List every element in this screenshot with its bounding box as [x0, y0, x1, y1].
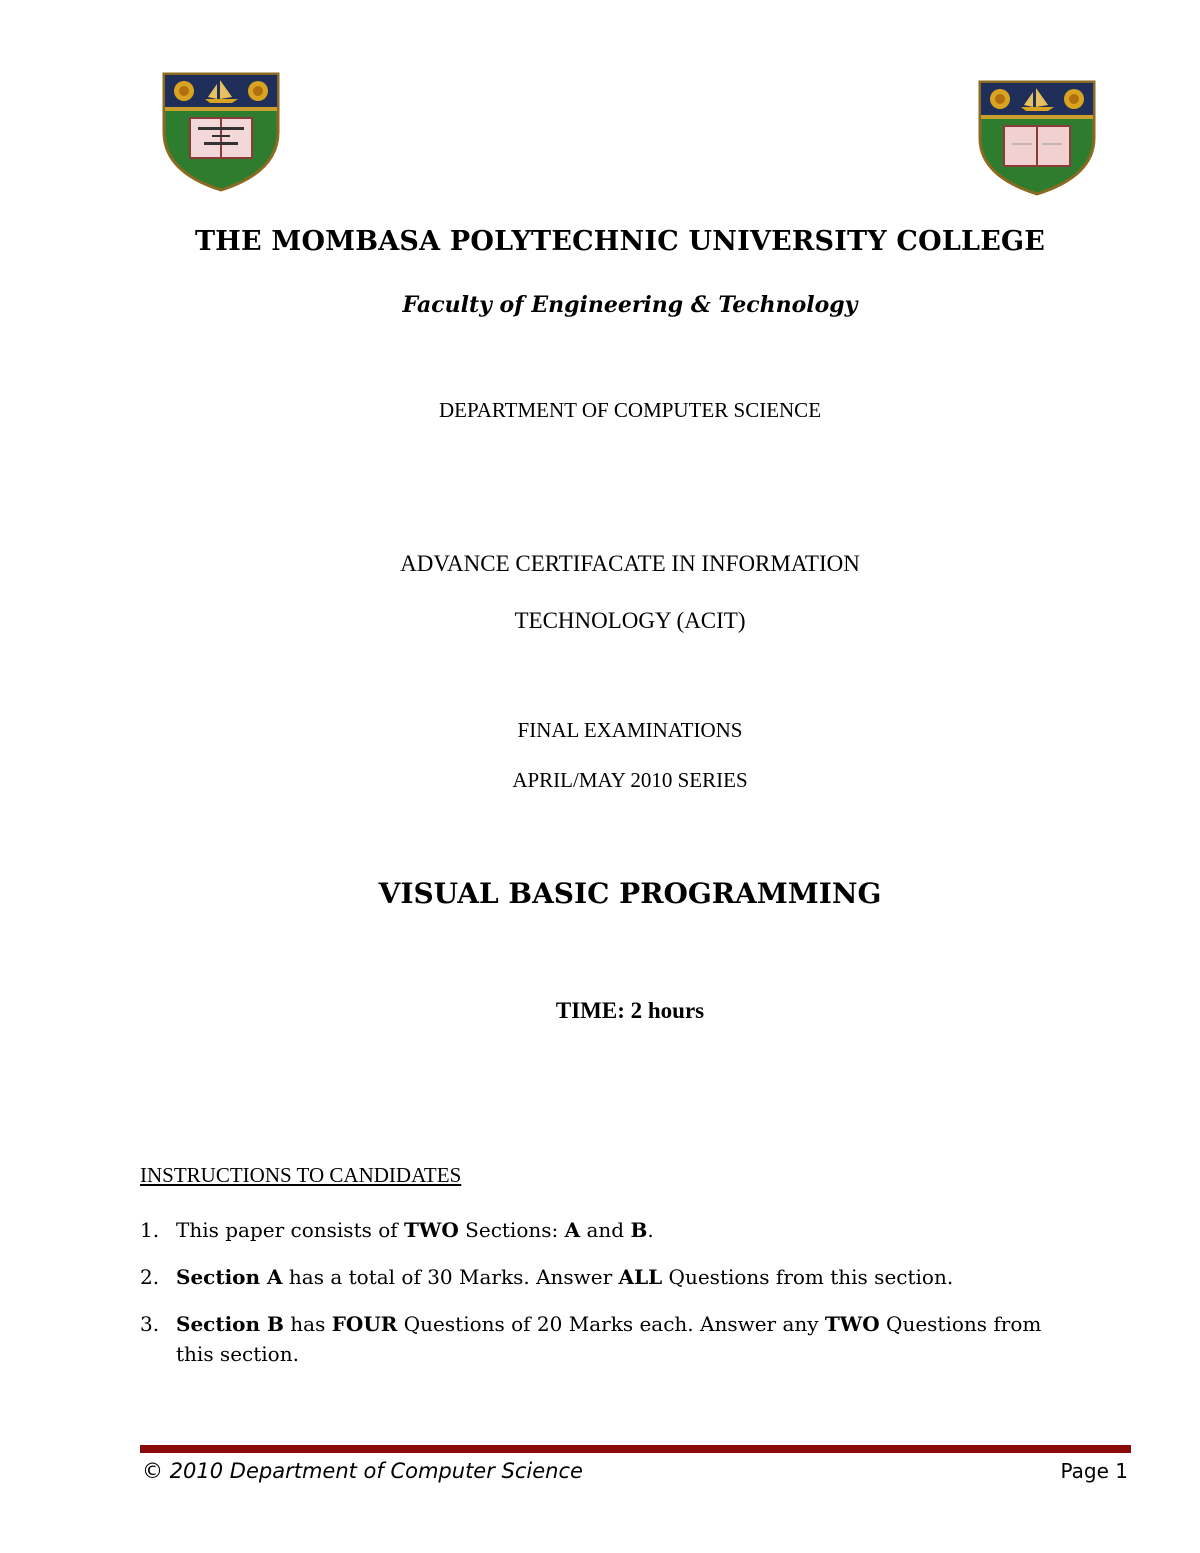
instruction-emphasis: A	[564, 1218, 581, 1242]
instruction-number: 3.	[140, 1312, 160, 1336]
instructions-list	[140, 1215, 1060, 1386]
exam-series: APRIL/MAY 2010 SERIES	[512, 768, 748, 792]
college-crest-right	[976, 80, 1098, 196]
instruction-item	[140, 1262, 1060, 1292]
instruction-item	[140, 1215, 1060, 1245]
department-name: DEPARTMENT OF COMPUTER SCIENCE	[438, 398, 822, 422]
instruction-segment: Questions of 20 Marks each. Answer any	[397, 1312, 825, 1336]
exam-subject: VISUAL BASIC PROGRAMMING	[378, 877, 882, 910]
instruction-emphasis: B	[630, 1218, 648, 1242]
footer-copyright: © 2010 Department of Computer Science	[142, 1459, 583, 1483]
instruction-segment: This paper consists of	[176, 1218, 405, 1242]
instruction-emphasis: ALL	[618, 1265, 663, 1289]
course-title-line1: ADVANCE CERTIFACATE IN INFORMATION	[400, 551, 860, 576]
instruction-segment: .	[647, 1218, 654, 1242]
course-title-line2: TECHNOLOGY (ACIT)	[514, 608, 746, 633]
instruction-segment: and	[580, 1218, 631, 1242]
instruction-segment: has a total of 30 Marks. Answer	[282, 1265, 619, 1289]
exam-type: FINAL EXAMINATIONS	[517, 718, 743, 742]
faculty-name: Faculty of Engineering & Technology	[402, 292, 858, 318]
instruction-text	[176, 1262, 1060, 1292]
instruction-segment: has	[283, 1312, 332, 1336]
instruction-number: 2.	[140, 1265, 160, 1289]
instruction-emphasis: TWO	[404, 1218, 459, 1242]
university-name: THE MOMBASA POLYTECHNIC UNIVERSITY COLLEGE	[194, 226, 1046, 257]
instruction-segment: Questions from this section.	[662, 1265, 954, 1289]
footer-page-number: Page 1	[1060, 1459, 1128, 1483]
instruction-segment: Questions from this section.	[176, 1312, 1042, 1366]
instruction-emphasis: FOUR	[331, 1312, 398, 1336]
instruction-item	[140, 1309, 1060, 1369]
instruction-text	[176, 1215, 1060, 1245]
instruction-emphasis: Section A	[176, 1265, 283, 1289]
instruction-emphasis: TWO	[824, 1312, 880, 1336]
instruction-emphasis: Section B	[176, 1312, 284, 1336]
instruction-segment: Sections:	[458, 1218, 565, 1242]
instructions-heading: INSTRUCTIONS TO CANDIDATES	[140, 1163, 462, 1187]
college-crest-left	[160, 72, 282, 192]
instruction-number: 1.	[140, 1218, 160, 1242]
exam-time: TIME: 2 hours	[555, 998, 705, 1023]
instruction-text	[176, 1309, 1060, 1369]
footer-rule	[140, 1445, 1131, 1453]
